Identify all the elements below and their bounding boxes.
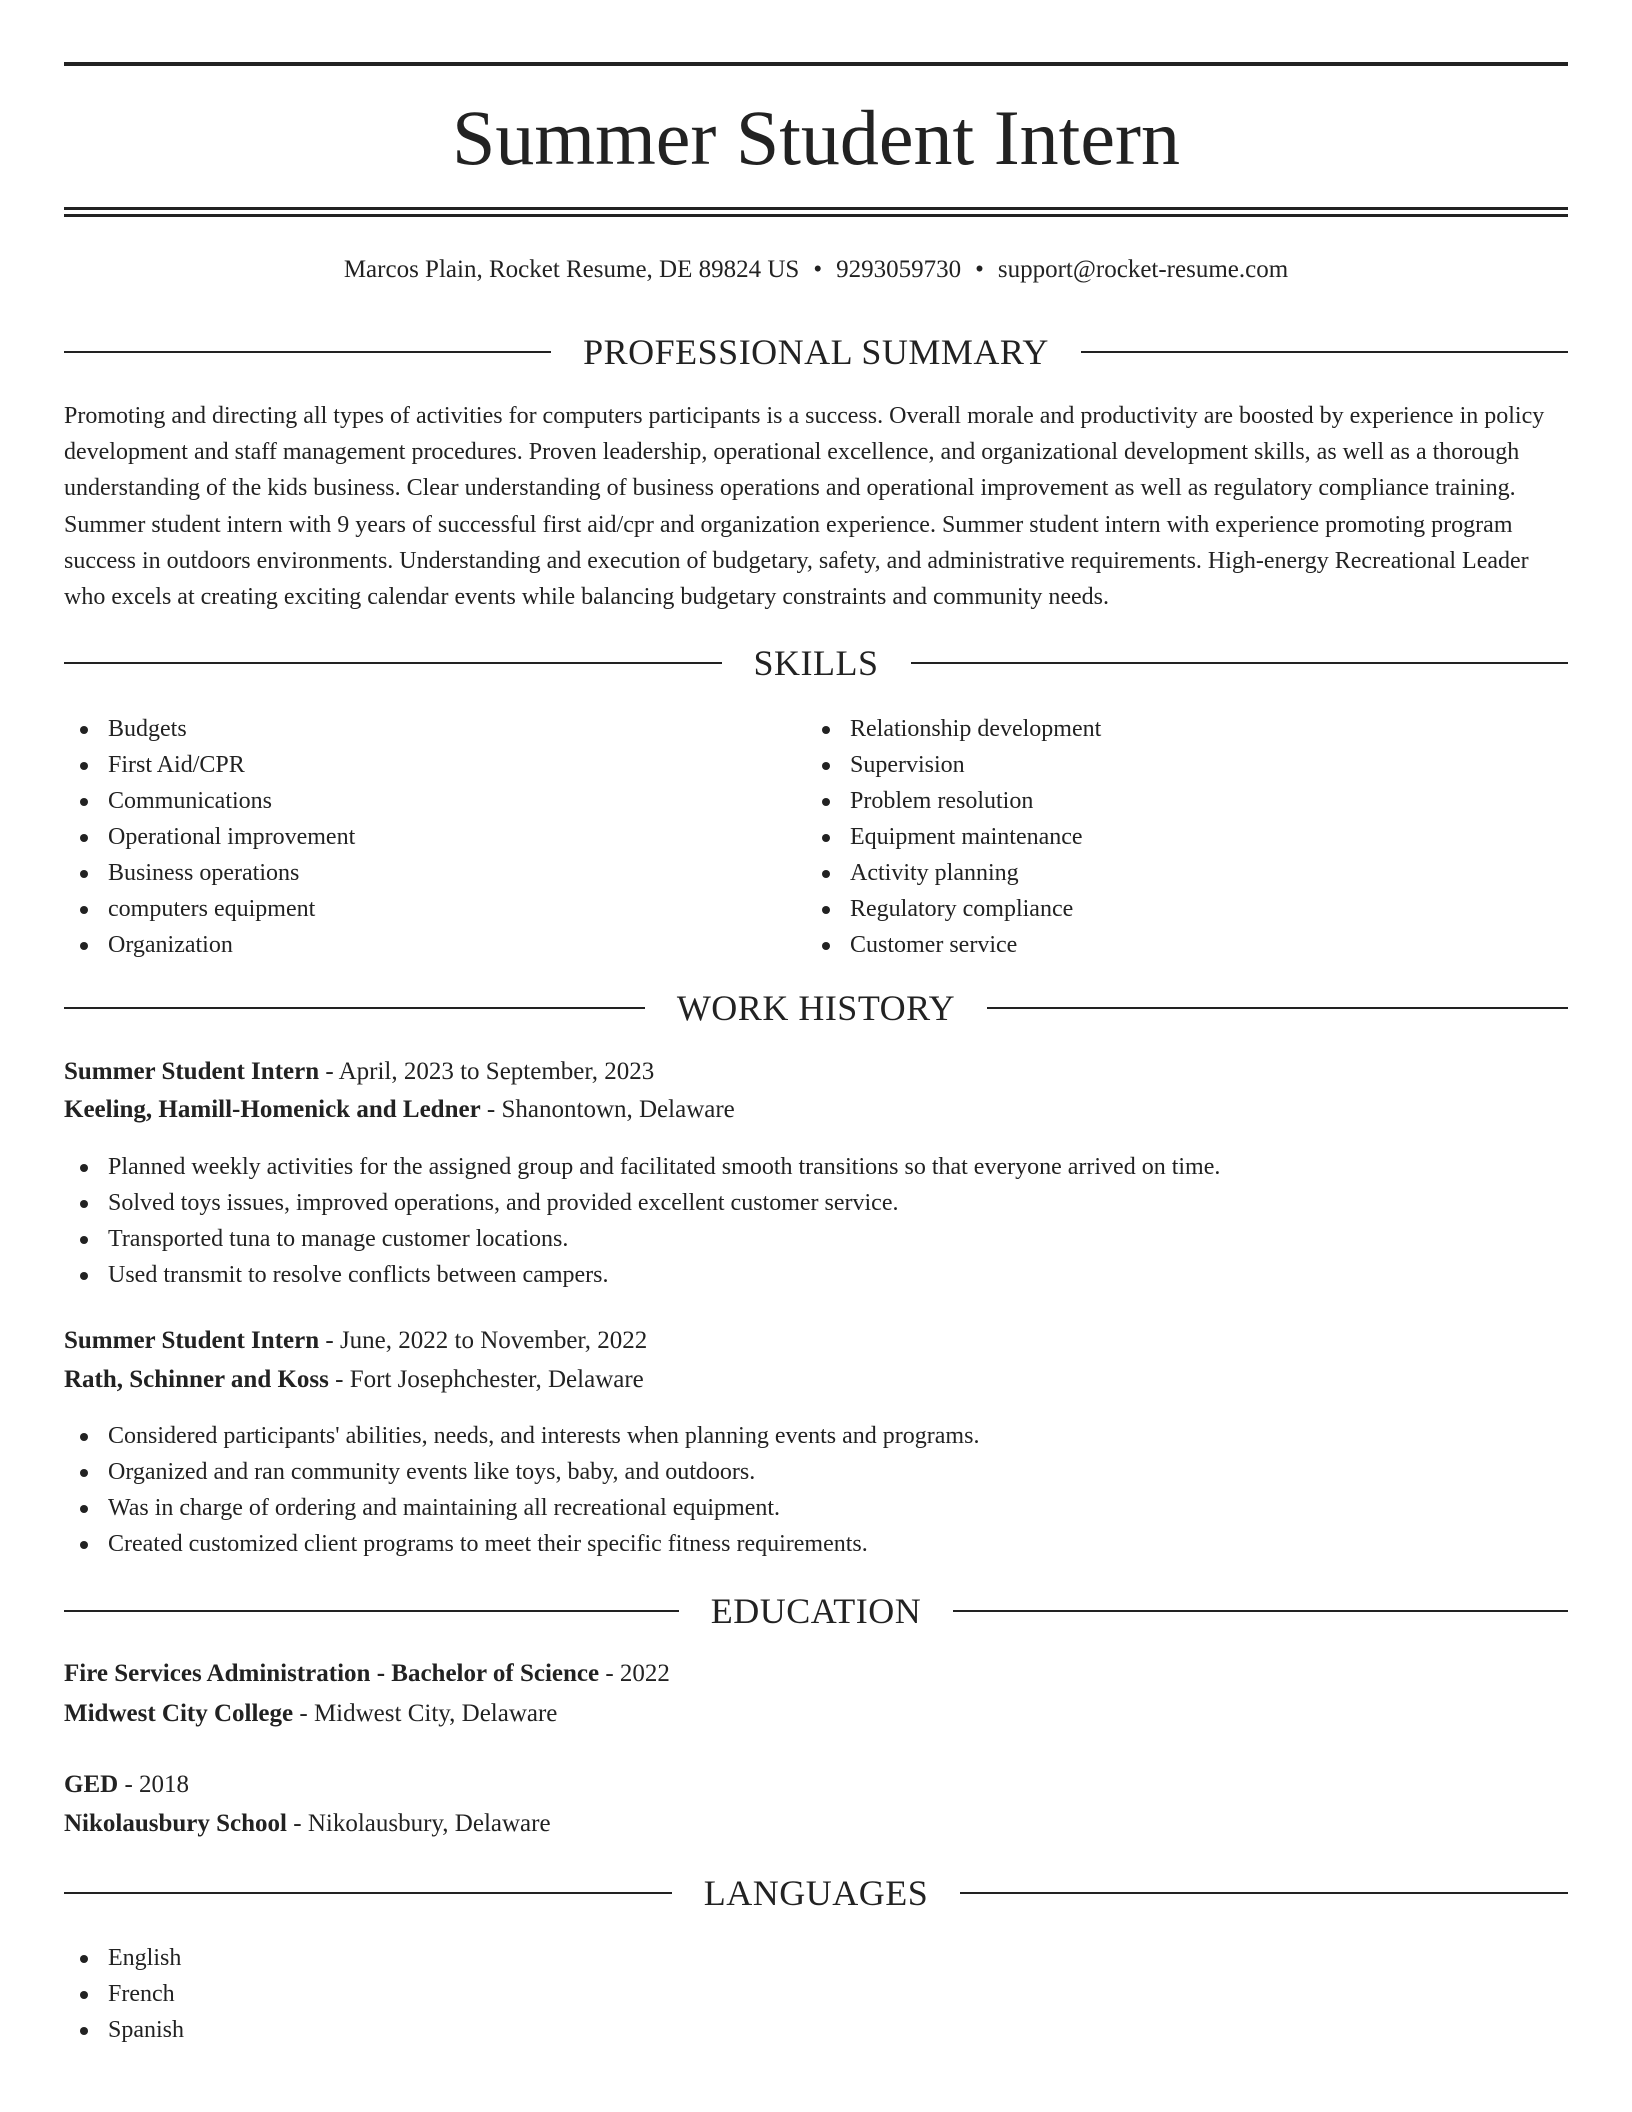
- skills-list-left: [64, 711, 764, 963]
- job-duty: Was in charge of ordering and maintaining all recreational equipment.: [64, 1490, 1568, 1526]
- education-degree: GED: [64, 1771, 119, 1798]
- job-duty: Transported tuna to manage customer locations.: [64, 1221, 1568, 1257]
- resume-title: Summer Student Intern: [452, 94, 1180, 181]
- skill-item: Business operations: [64, 855, 764, 891]
- top-rule: [64, 62, 1568, 66]
- contact-phone: 9293059730: [836, 256, 962, 283]
- skill-item: Customer service: [806, 927, 1506, 963]
- education-degree-line: [64, 1657, 1568, 1691]
- skill-item: Organization: [64, 927, 764, 963]
- job-dates: - June, 2022 to November, 2022: [319, 1327, 648, 1354]
- summary-text: Promoting and directing all types of activities for computers participants is a success. Overall morale and productivity are boosted by experience in policy development and staff management procedures. Proven leadership, operational excellence, and organizational development skills, as well as a thorough understanding of the kids business. Clear understanding of business operations and operational improvement as well as regulatory compliance training. Summer student intern with 9 years of successful first aid/cpr and organization experience. Summer student intern with experience promoting program success in outdoors environments. Understanding and execution of budgetary, safety, and administrative requirements. High-energy Recreational Leader who excels at creating exciting calendar events while balancing budgetary constraints and community needs.: [64, 403, 1545, 611]
- heading-rule: [64, 351, 551, 353]
- education-year: - 2022: [599, 1660, 670, 1687]
- job-title: Summer Student Intern: [64, 1058, 320, 1085]
- language-item: English: [64, 1940, 1568, 1976]
- job-dates: - April, 2023 to September, 2023: [319, 1058, 655, 1085]
- education-school: Nikolausbury School: [64, 1810, 287, 1837]
- heading-rule: [64, 662, 722, 664]
- job-company: Rath, Schinner and Koss: [64, 1366, 329, 1393]
- section-title: SKILLS: [753, 643, 879, 683]
- skills-list-right: [806, 711, 1506, 963]
- skill-item: Operational improvement: [64, 819, 764, 855]
- education-year: - 2018: [118, 1771, 190, 1798]
- heading-rule: [64, 1007, 645, 1009]
- skill-item: Supervision: [806, 747, 1506, 783]
- contact-address: Marcos Plain, Rocket Resume, DE 89824 US: [343, 256, 800, 283]
- section-heading-work: [64, 986, 1568, 1030]
- heading-rule: [64, 1892, 672, 1894]
- job-duties-list: [64, 1149, 1568, 1293]
- contact-line: [64, 254, 1568, 286]
- section-heading-languages: [64, 1871, 1568, 1915]
- job-company-line: [64, 1093, 1568, 1127]
- education-location: - Nikolausbury, Delaware: [287, 1810, 551, 1837]
- language-item: French: [64, 1976, 1568, 2012]
- job-duty: Organized and ran community events like toys, baby, and outdoors.: [64, 1454, 1568, 1490]
- job-company-line: [64, 1363, 1568, 1397]
- skill-item: Equipment maintenance: [806, 819, 1506, 855]
- skill-item: computers equipment: [64, 891, 764, 927]
- heading-rule: [64, 1610, 679, 1612]
- job-duty: Considered participants' abilities, needs, and interests when planning events and programs.: [64, 1418, 1568, 1454]
- skill-item: Problem resolution: [806, 783, 1506, 819]
- job-location: - Fort Josephchester, Delaware: [328, 1366, 644, 1393]
- job-title-line: [64, 1055, 1568, 1089]
- skill-item: Relationship development: [806, 711, 1506, 747]
- section-title: EDUCATION: [710, 1591, 922, 1631]
- job-title: Summer Student Intern: [64, 1327, 320, 1354]
- contact-email: support@rocket-resume.com: [997, 256, 1289, 283]
- job-duty: Created customized client programs to meet their specific fitness requirements.: [64, 1526, 1568, 1562]
- languages-list: [64, 1940, 1568, 2048]
- section-heading-education: [64, 1589, 1568, 1633]
- skill-item: Regulatory compliance: [806, 891, 1506, 927]
- skill-item: First Aid/CPR: [64, 747, 764, 783]
- education-degree: Fire Services Administration - Bachelor of Science: [64, 1660, 600, 1687]
- section-heading-skills: [64, 641, 1568, 685]
- section-heading-summary: [64, 330, 1568, 374]
- heading-rule: [953, 1610, 1568, 1612]
- skill-item: Communications: [64, 783, 764, 819]
- job-title-line: [64, 1324, 1568, 1358]
- heading-rule: [960, 1892, 1568, 1894]
- job-company: Keeling, Hamill-Homenick and Ledner: [64, 1096, 481, 1123]
- education-school: Midwest City College: [64, 1700, 294, 1727]
- title-double-rule: [64, 207, 1568, 217]
- job-duty: Planned weekly activities for the assigned group and facilitated smooth transitions so that everyone arrived on time.: [64, 1149, 1568, 1185]
- contact-separator: •: [975, 256, 984, 283]
- section-title: LANGUAGES: [703, 1873, 929, 1913]
- education-degree-line: [64, 1768, 1568, 1802]
- section-title: PROFESSIONAL SUMMARY: [583, 332, 1049, 372]
- education-school-line: [64, 1807, 1568, 1841]
- education-school-line: [64, 1697, 1568, 1731]
- job-location: - Shanontown, Delaware: [480, 1096, 735, 1123]
- heading-rule: [987, 1007, 1568, 1009]
- heading-rule: [911, 662, 1569, 664]
- contact-separator: •: [813, 256, 823, 283]
- job-duty: Solved toys issues, improved operations, and provided excellent customer service.: [64, 1185, 1568, 1221]
- education-location: - Midwest City, Delaware: [293, 1700, 558, 1727]
- heading-rule: [1081, 351, 1568, 353]
- section-title: WORK HISTORY: [676, 988, 956, 1028]
- skill-item: Budgets: [64, 711, 764, 747]
- skill-item: Activity planning: [806, 855, 1506, 891]
- job-duty: Used transmit to resolve conflicts between campers.: [64, 1257, 1568, 1293]
- job-duties-list: [64, 1418, 1568, 1562]
- language-item: Spanish: [64, 2012, 1568, 2048]
